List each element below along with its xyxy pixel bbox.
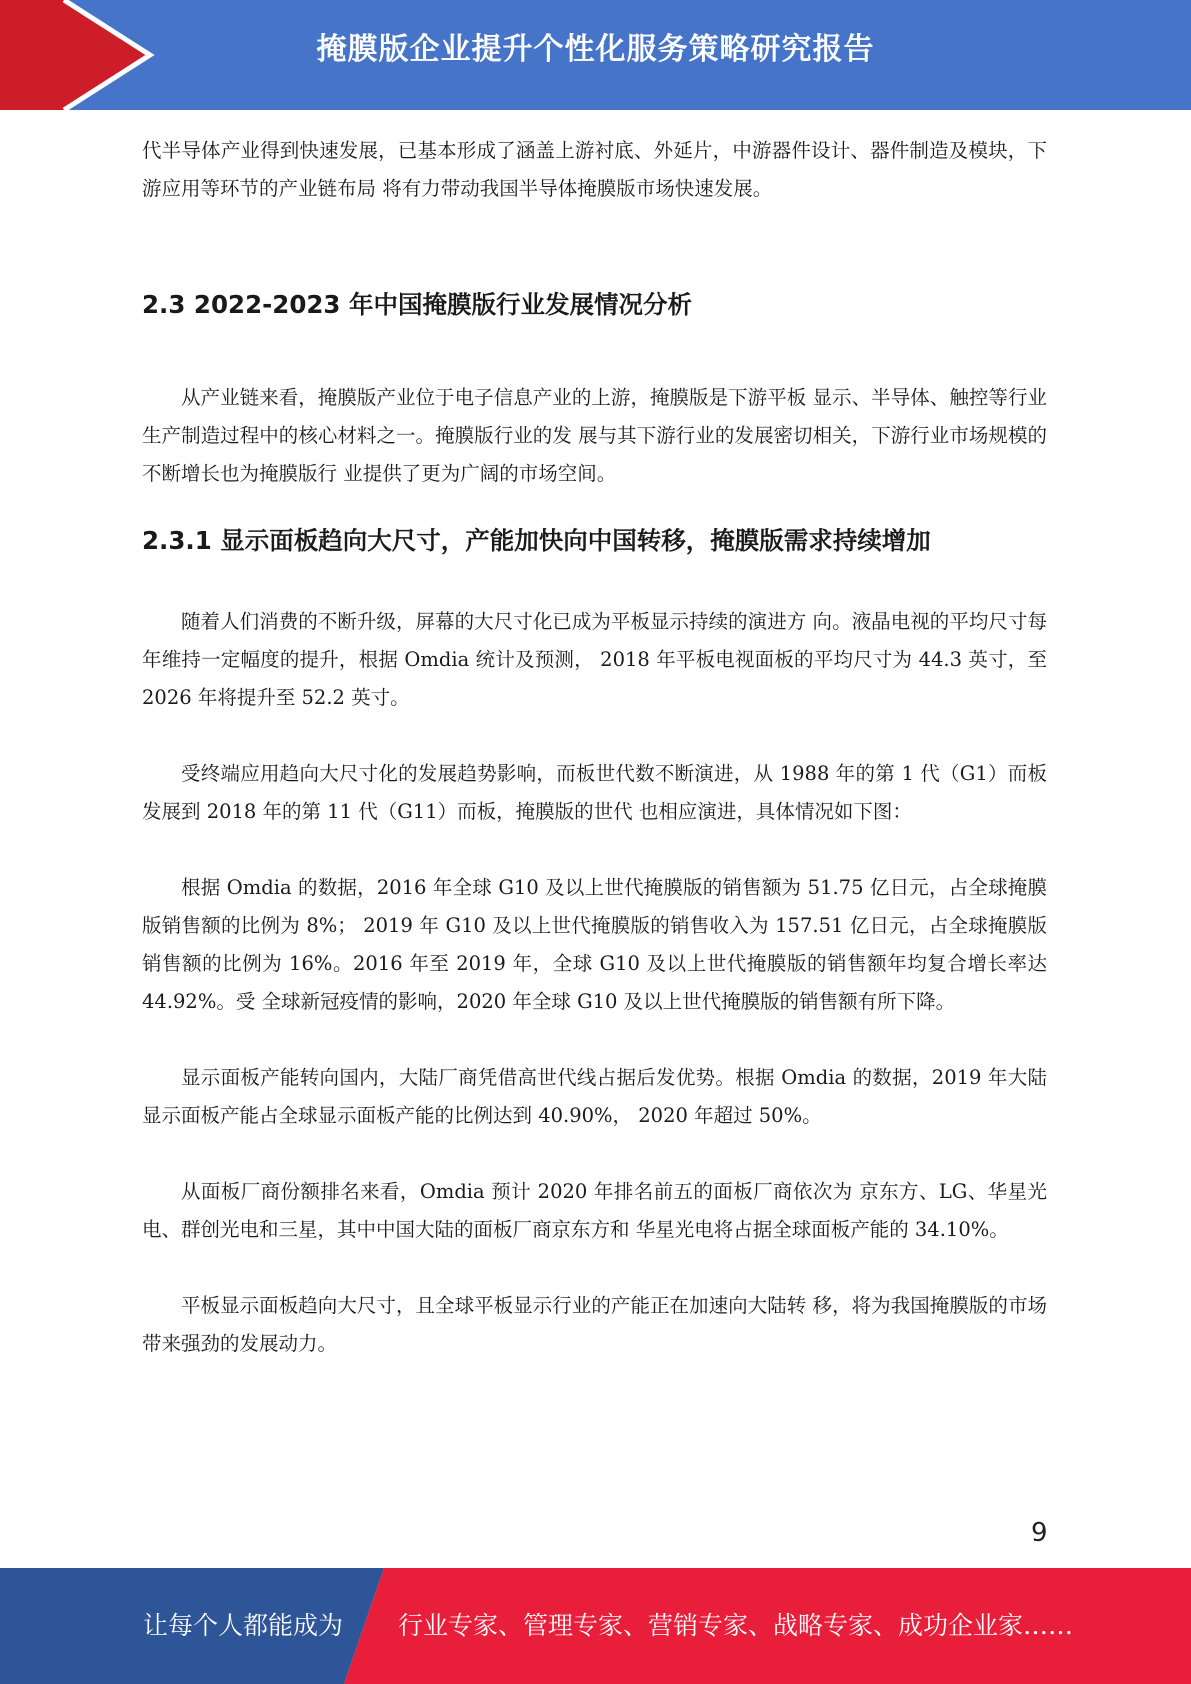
section-heading-2-3: 2.3 2022-2023 年中国掩膜版行业发展情况分析 bbox=[142, 290, 693, 319]
footer-banner bbox=[0, 1568, 1191, 1684]
paragraph-industry-chain: 从产业链来看，掩膜版产业位于电子信息产业的上游，掩膜版是下游平板 显示、半导体、触控等行业生产制造过程中的核心材料之一。掩膜版行业的发 展与其下游行业的发展密切相关，下游行业市场规模的不断增长也为掩膜版行 业提供了更为广阔的市场空间。 bbox=[142, 386, 1047, 485]
paragraph-vendor-ranking: 从面板厂商份额排名来看，Omdia 预计 2020 年排名前五的面板厂商依次为 京东方、LG、华星光电、群创光电和三星，其中中国大陆的面板厂商京东方和 华星光电将占据全球面板产能的 34.10%。 bbox=[142, 1180, 1047, 1241]
paragraph-capacity-shift: 显示面板产能转向国内，大陆厂商凭借高世代线占据后发优势。根据 Omdia 的数据，2019 年大陆显示面板产能占全球显示面板产能的比例达到 40.90%， 2020 年超过 50%。 bbox=[142, 1066, 1047, 1127]
document-body bbox=[142, 132, 1047, 1363]
paragraph-continued: 代半导体产业得到快速发展，已基本形成了涵盖上游衬底、外延片，中游器件设计、器件制造及模块，下游应用等环节的产业链布局 将有力带动我国半导体掩膜版市场快速发展。 bbox=[142, 139, 1047, 200]
header-title: 掩膜版企业提升个性化服务策略研究报告 bbox=[316, 32, 875, 67]
paragraph-panel-size: 随着人们消费的不断升级，屏幕的大尺寸化已成为平板显示持续的演进方 向。液晶电视的平均尺寸每年维持一定幅度的提升，根据 Omdia 统计及预测， 2018 年平板电视面板的平均尺寸为 44.3 英寸，至 2026 年将提升至 52.2 英寸。 bbox=[142, 610, 1047, 709]
section-heading-2-3-1: 2.3.1 显示面板趋向大尺寸，产能加快向中国转移，掩膜版需求持续增加 bbox=[142, 526, 931, 555]
paragraph-g10-sales: 根据 Omdia 的数据，2016 年全球 G10 及以上世代掩膜版的销售额为 51.75 亿日元，占全球掩膜版销售额的比例为 8%； 2019 年 G10 及以上世代掩膜版的销售收入为 157.51 亿日元，占全球掩膜版销售额的比例为 16%。2016 年至 2019 年，全球 G10 及以上世代掩膜版的销售额年均复合增长率达 44.92%。受 全球新冠疫情的影响，2020 年全球 G10 及以上世代掩膜版的销售额有所下降。 bbox=[142, 876, 1047, 1013]
footer-slogan-left: 让每个人都能成为 bbox=[143, 1611, 344, 1640]
page-number: 9 bbox=[1031, 1518, 1048, 1548]
paragraph-generation: 受终端应用趋向大尺寸化的发展趋势影响，而板世代数不断演进，从 1988 年的第 1 代（G1）而板发展到 2018 年的第 11 代（G11）而板，掩膜版的世代 也相应演进，具体情况如下图： bbox=[142, 762, 1047, 823]
header-banner bbox=[0, 0, 1191, 110]
paragraph-conclusion: 平板显示面板趋向大尺寸，且全球平板显示行业的产能正在加速向大陆转 移，将为我国掩膜版的市场带来强劲的发展动力。 bbox=[142, 1294, 1047, 1355]
footer-slogan-right: 行业专家、管理专家、营销专家、战略专家、成功企业家…… bbox=[398, 1611, 1074, 1640]
